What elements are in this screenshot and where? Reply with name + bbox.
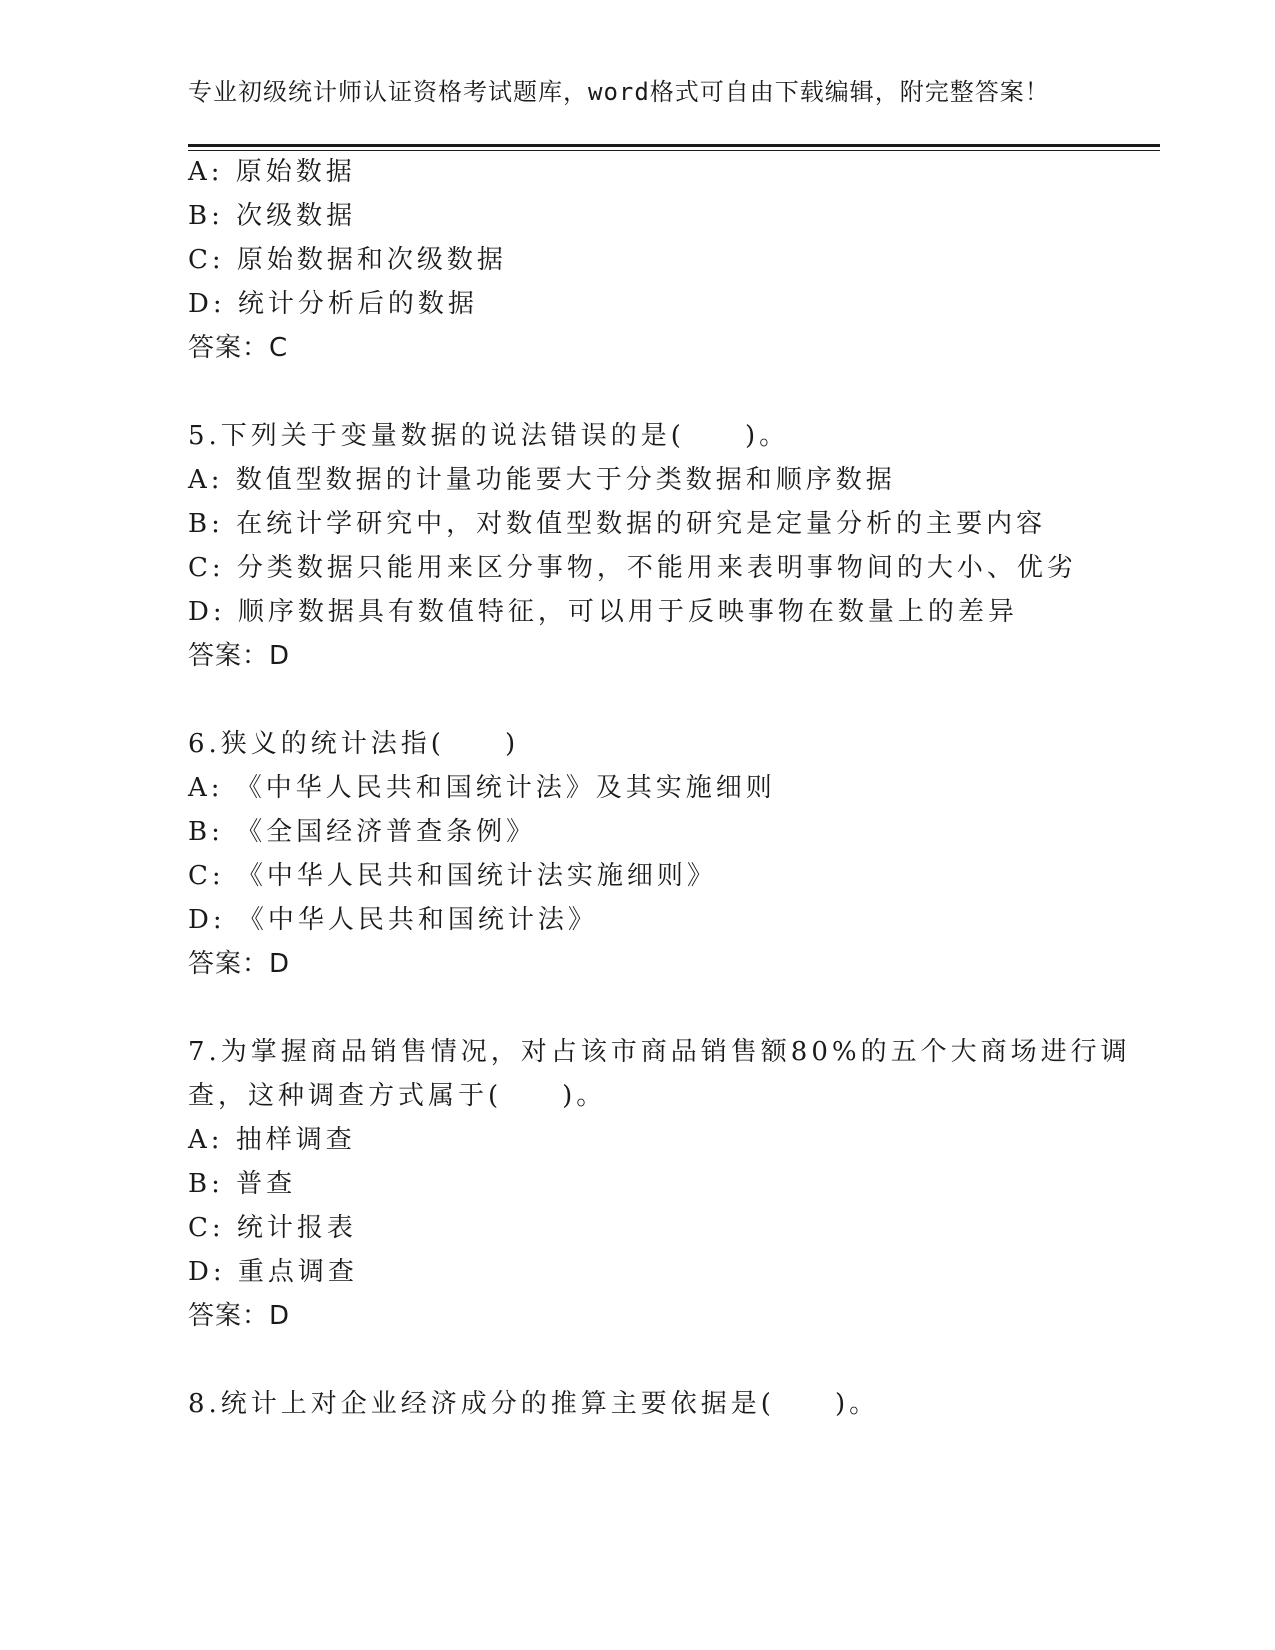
option-d: D: 顺序数据具有数值特征，可以用于反映事物在数量上的差异: [188, 597, 1018, 627]
header-rule-thick: [188, 144, 1160, 147]
option-d: D: 重点调查: [188, 1257, 358, 1287]
answer: 答案：D: [188, 1301, 291, 1331]
answer: 答案：D: [188, 641, 291, 671]
option-b: B: 在统计学研究中，对数值型数据的研究是定量分析的主要内容: [188, 509, 1047, 539]
option-d: D: 统计分析后的数据: [188, 289, 478, 319]
option-a: A: 《中华人民共和国统计法》及其实施细则: [188, 773, 776, 803]
option-b: B: 次级数据: [188, 201, 357, 231]
question-stem: 6.狭义的统计法指( ): [188, 729, 520, 759]
option-c: C: 《中华人民共和国统计法实施细则》: [188, 861, 717, 891]
option-c: C: 统计报表: [188, 1213, 357, 1243]
question-stem-line-2: 查，这种调查方式属于( )。: [188, 1081, 607, 1111]
question-stem: 8.统计上对企业经济成分的推算主要依据是( )。: [188, 1389, 880, 1419]
question-stem-line-1: 7.为掌握商品销售情况，对占该市商品销售额80%的五个大商场进行调: [188, 1037, 1131, 1067]
answer: 答案：D: [188, 949, 291, 979]
option-b: B: 《全国经济普查条例》: [188, 817, 537, 847]
option-a: A: 原始数据: [188, 157, 356, 187]
option-c: C: 分类数据只能用来区分事物，不能用来表明事物间的大小、优劣: [188, 553, 1077, 583]
option-a: A: 抽样调查: [188, 1125, 356, 1155]
option-a: A: 数值型数据的计量功能要大于分类数据和顺序数据: [188, 465, 896, 495]
option-d: D: 《中华人民共和国统计法》: [188, 905, 598, 935]
header-rule-thin: [188, 150, 1160, 151]
option-c: C: 原始数据和次级数据: [188, 245, 507, 275]
option-b: B: 普查: [188, 1169, 297, 1199]
question-stem: 5.下列关于变量数据的说法错误的是( )。: [188, 421, 790, 451]
answer: 答案：C: [188, 333, 289, 363]
header-text: 专业初级统计师认证资格考试题库，word格式可自由下载编辑，附完整答案！: [188, 78, 1050, 106]
